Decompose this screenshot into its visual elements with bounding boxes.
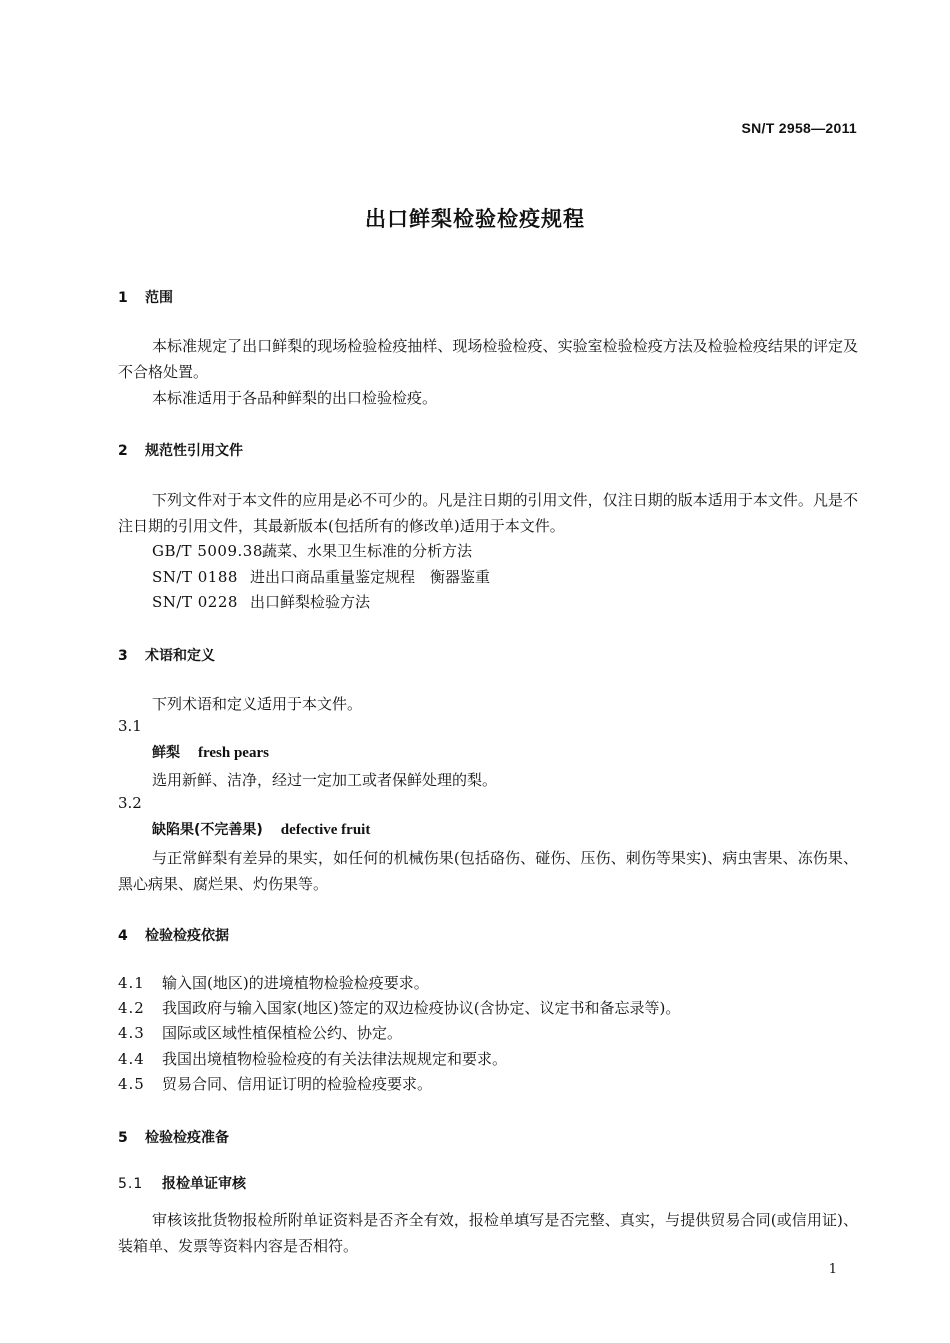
section-number: 5: [118, 1130, 128, 1146]
basis-item: [118, 1022, 402, 1043]
item-text: 贸易合同、信用证订明的检验检疫要求。: [162, 1075, 433, 1093]
basis-item: [118, 1073, 432, 1094]
section-number: 1: [118, 290, 128, 306]
section-number: 3: [118, 648, 128, 664]
reference-item: [152, 564, 490, 590]
reference-name: 进出口商品重量鉴定规程 衡器鉴重: [250, 568, 491, 586]
reference-name: 蔬菜、水果卫生标准的分析方法: [262, 542, 473, 560]
section-title: 术语和定义: [145, 648, 215, 664]
basis-item: [118, 972, 429, 993]
section-1-heading: [118, 287, 173, 307]
subsection-title: 报检单证审核: [162, 1176, 246, 1192]
reference-item: [152, 589, 370, 615]
document-title: 出口鲜梨检验检疫规程: [365, 207, 585, 231]
section-number: 4: [118, 928, 128, 944]
section-2-heading: [118, 440, 243, 460]
term-english: fresh pears: [198, 745, 269, 761]
item-text: 我国出境植物检验检疫的有关法律法规规定和要求。: [162, 1050, 508, 1068]
subsection-5-1-heading: [118, 1173, 246, 1193]
section-title: 检验检疫依据: [145, 928, 229, 944]
item-number: 4.2: [118, 999, 145, 1017]
item-number: 4.1: [118, 974, 145, 992]
term-entry: [152, 742, 269, 762]
term-number: 3.2: [118, 794, 142, 812]
item-number: 4.5: [118, 1075, 145, 1093]
section-3-intro: 下列术语和定义适用于本文件。: [152, 695, 363, 713]
section-title: 范围: [145, 290, 173, 306]
term-chinese: 鲜梨: [152, 745, 180, 761]
term-chinese: 缺陷果(不完善果): [152, 822, 263, 838]
term-number: 3.1: [118, 717, 142, 735]
item-text: 我国政府与输入国家(地区)签定的双边检疫协议(含协定、议定书和备忘录等)。: [162, 999, 681, 1017]
reference-code: SN/T 0228: [152, 593, 238, 611]
page-number: 1: [828, 1262, 837, 1277]
item-text: 输入国(地区)的进境植物检验检疫要求。: [162, 974, 429, 992]
section-5-heading: [118, 1127, 229, 1147]
subsection-5-1-paragraph: 审核该批货物报检所附单证资料是否齐全有效，报检单填写是否完整、真实，与提供贸易合同(或信用证)、装箱单、发票等资料内容是否相符。: [118, 1211, 858, 1255]
term-english: defective fruit: [280, 822, 371, 838]
term-definition: 与正常鲜梨有差异的果实，如任何的机械伤果(包括硌伤、碰伤、压伤、刺伤等果实)、病虫害果、冻伤果、黑心病果、腐烂果、灼伤果等。: [118, 849, 858, 893]
reference-name: 出口鲜梨检验方法: [250, 593, 371, 611]
section-2-paragraph: 下列文件对于本文件的应用是必不可少的。凡是注日期的引用文件，仅注日期的版本适用于本文件。凡是不注日期的引用文件，其最新版本(包括所有的修改单)适用于本文件。: [118, 491, 858, 535]
item-text: 国际或区域性植保植检公约、协定。: [162, 1024, 403, 1042]
reference-code: GB/T 5009.38: [152, 542, 263, 560]
basis-item: [118, 997, 680, 1018]
section-1-paragraph-1: 本标准规定了出口鲜梨的现场检验检疫抽样、现场检验检疫、实验室检验检疫方法及检验检疫结果的评定及不合格处置。: [118, 337, 858, 381]
section-title: 检验检疫准备: [145, 1130, 229, 1146]
reference-code: SN/T 0188: [152, 568, 238, 586]
item-number: 4.4: [118, 1050, 145, 1068]
section-3-heading: [118, 645, 215, 665]
item-number: 4.3: [118, 1024, 145, 1042]
section-1-paragraph-2: 本标准适用于各品种鲜梨的出口检验检疫。: [152, 389, 438, 407]
section-title: 规范性引用文件: [145, 443, 243, 459]
subsection-number: 5.1: [118, 1176, 144, 1192]
term-entry: [152, 819, 370, 839]
basis-item: [118, 1048, 507, 1069]
section-number: 2: [118, 443, 128, 459]
term-definition: 选用新鲜、洁净，经过一定加工或者保鲜处理的梨。: [152, 771, 498, 789]
standard-number: SN/T 2958—2011: [741, 120, 857, 136]
reference-item: [152, 538, 472, 564]
section-4-heading: [118, 925, 229, 945]
